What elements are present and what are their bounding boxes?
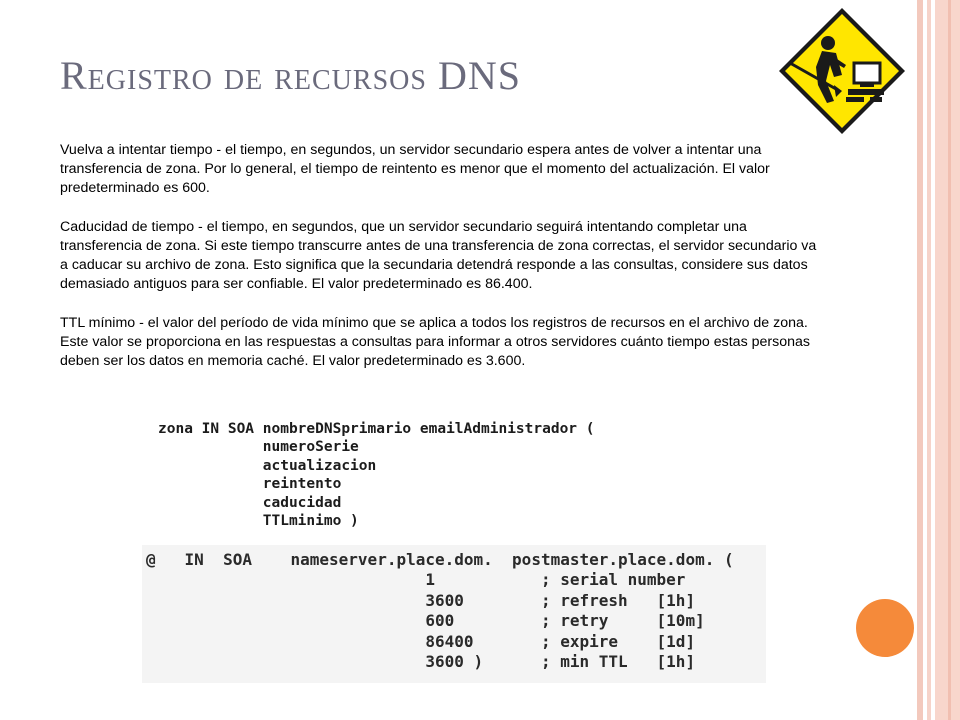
paragraph-retry: Vuelva a intentar tiempo - el tiempo, en segundos, un servidor secundario espera antes de volver a intentar una transferencia de zona. Por lo general, el tiempo de reintento es menor que el momento del actualización. El valor predeterminado es 600. (60, 142, 770, 197)
decor-stripe (927, 0, 931, 720)
decor-stripe (917, 0, 923, 720)
construction-worker-sign-icon (776, 5, 908, 137)
soa-template-code: zona IN SOA nombreDNSprimario emailAdministrador ( numeroSerie actualizacion reintento caducidad TTLminimo ) (158, 421, 595, 530)
accent-circle (856, 599, 914, 657)
paragraph-min-ttl: TTL mínimo - el valor del período de vida mínimo que se aplica a todos los registros de recursos en el archivo de zona. Este valor se proporciona en las respuestas a consultas para informar a otros servidores cuánto tiempo estas personas deben ser los datos en memoria caché. El valor predeterminado es 3.600. (60, 314, 810, 370)
slide-title: Registro de recursos DNS (60, 53, 521, 98)
soa-example-code: @ IN SOA nameserver.place.dom. postmaster.place.dom. ( 1 ; serial number 3600 ; refresh [1h] 600 ; retry [10m] 86400 ; expire [1d] 3600 ) ; min TTL [1h] (142, 545, 766, 683)
body-text (60, 141, 825, 391)
decor-stripe (948, 0, 951, 720)
paragraph-expire: Caducidad de tiempo - el tiempo, en segundos, que un servidor secundario seguirá intentando completar una transferencia de zona. Si este tiempo transcurre antes de una transferencia de zona correctas, el servidor secundario va a caducar su archivo de zona. Esto significa que la secundaria detendrá responde a las consultas, considere sus datos demasiado antiguos para ser confiable. El valor predeterminado es 86.400. (60, 218, 817, 293)
